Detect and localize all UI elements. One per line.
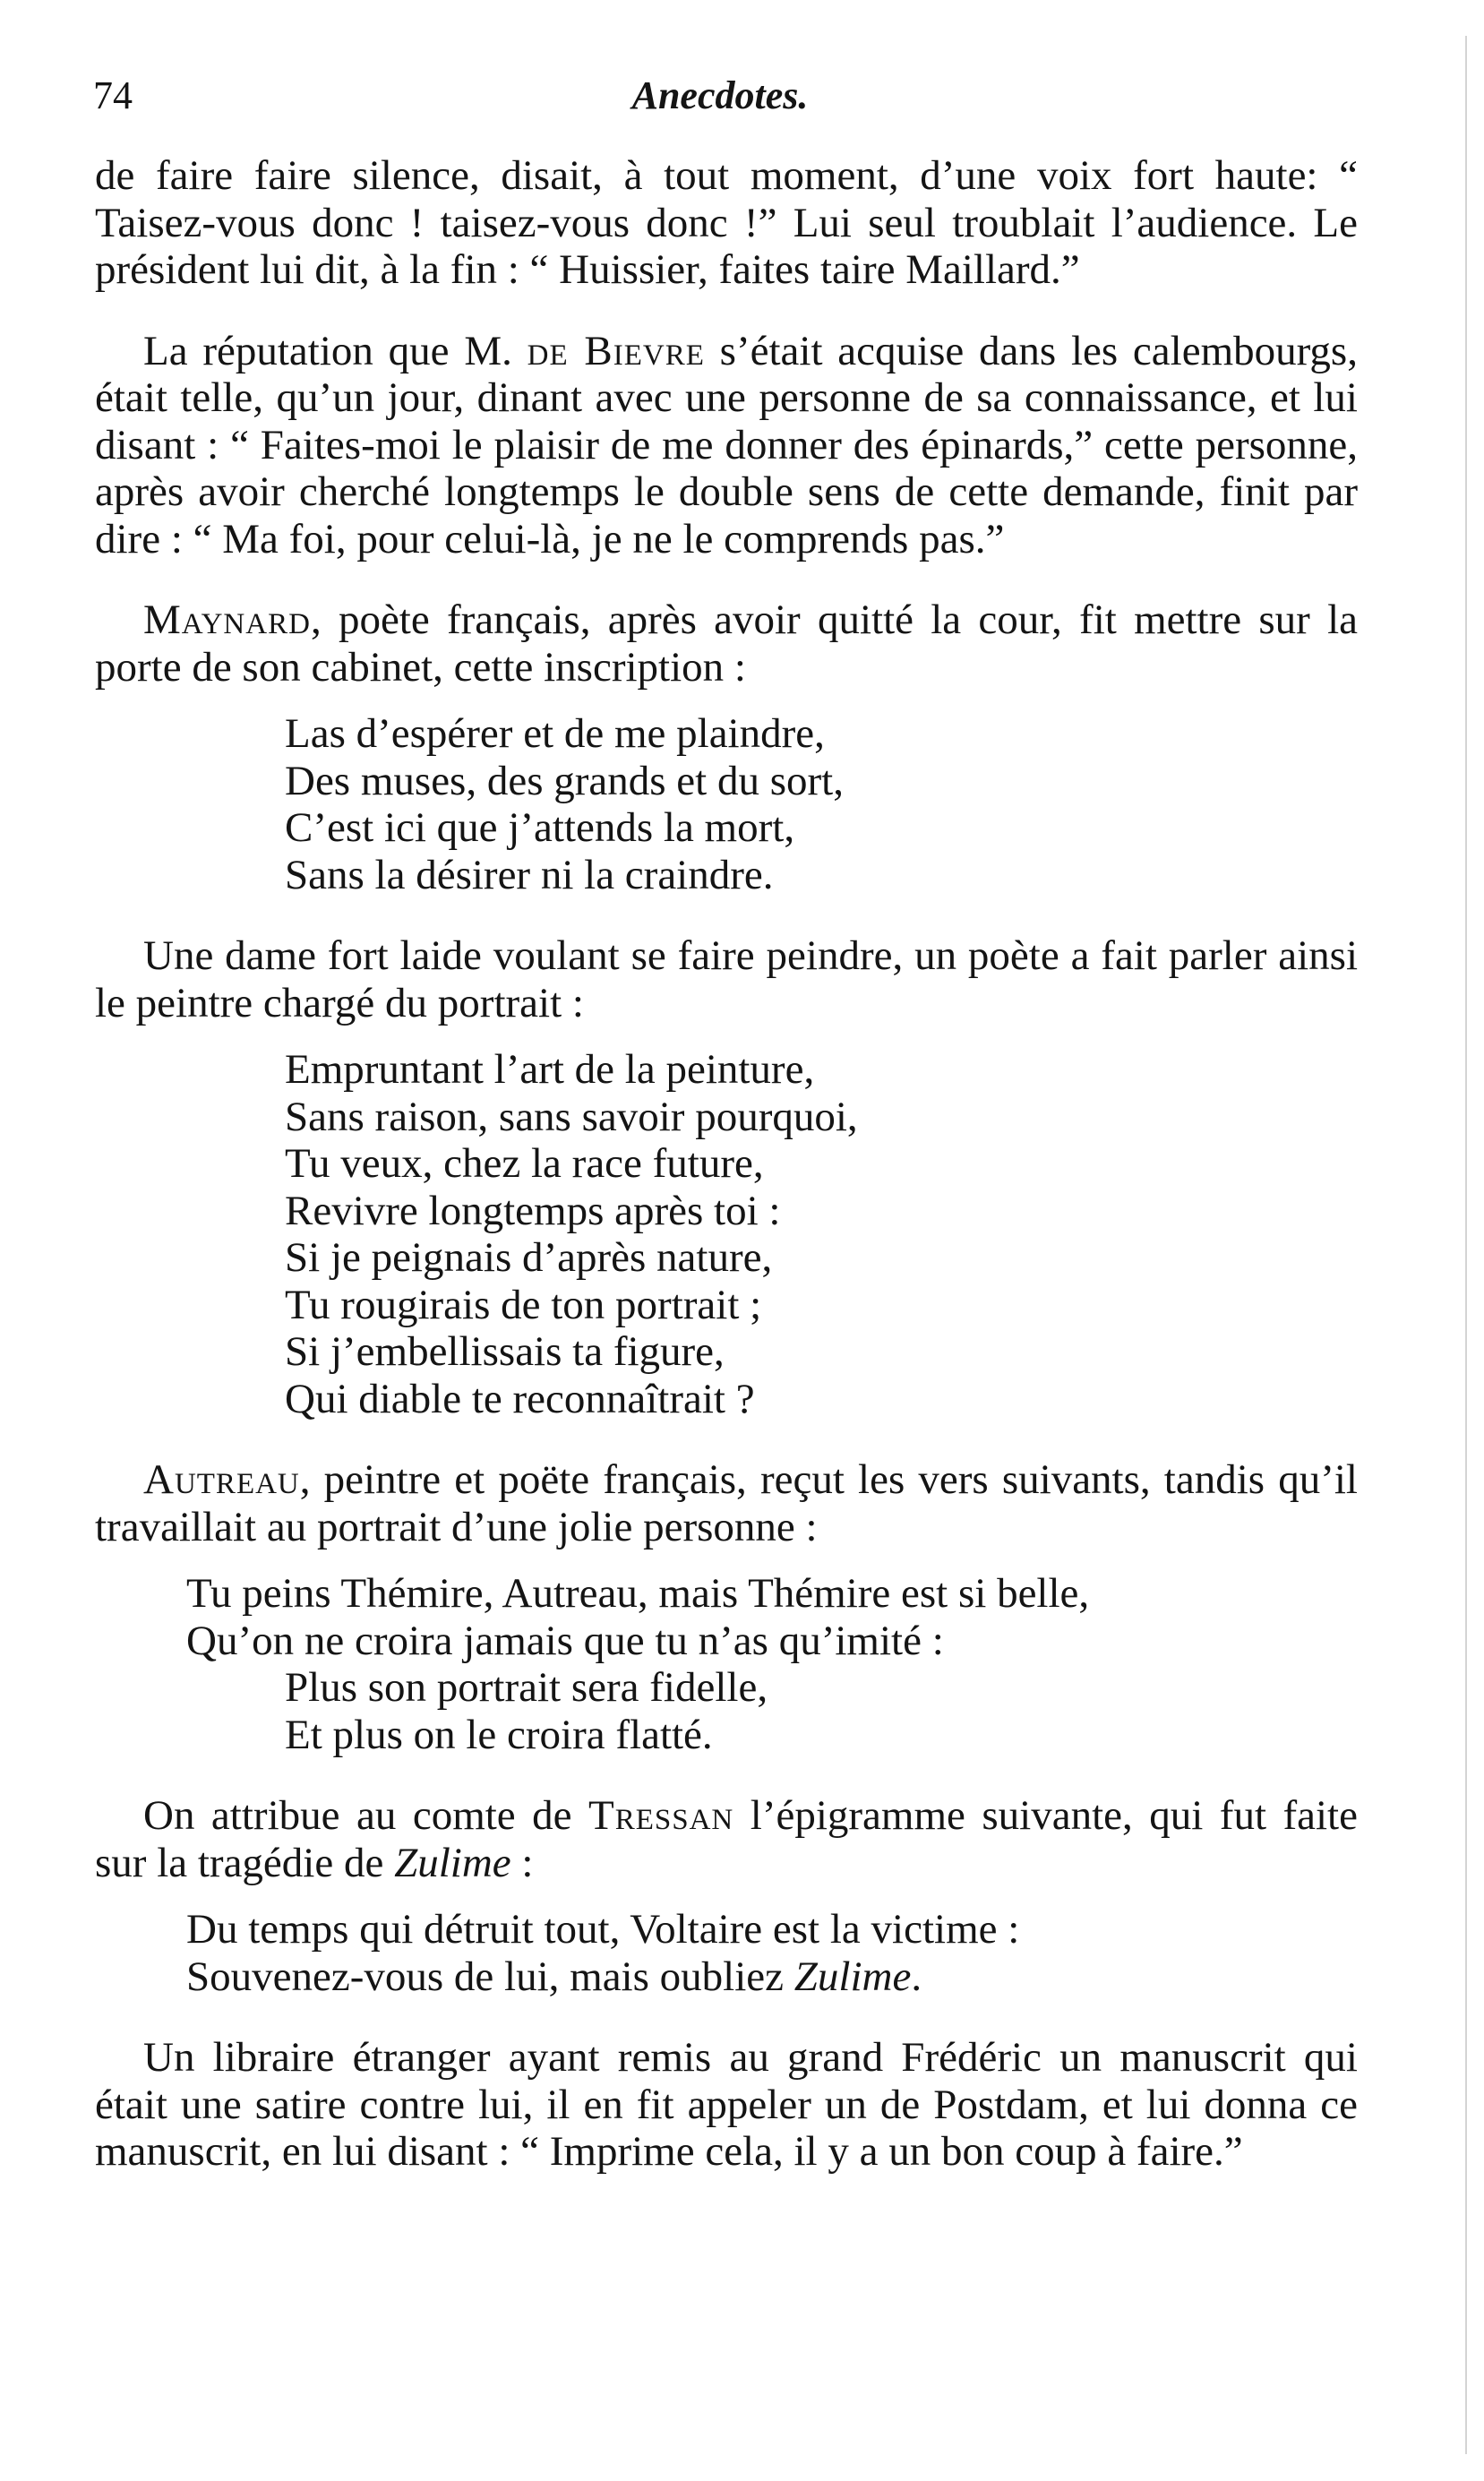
verse-line: C’est ici que j’attends la mort,	[285, 804, 795, 851]
name-de-bievre: de Bievre	[527, 327, 705, 374]
verse-line: Souvenez-vous de lui, mais oubliez Zulime.	[186, 1953, 922, 2000]
name-autreau: Autreau	[143, 1456, 300, 1503]
verse-line: Tu veux, chez la race future,	[285, 1140, 764, 1187]
verse-line: Des muses, des grands et du sort,	[285, 757, 844, 804]
paragraph-dame-laide: Une dame fort laide voulant se faire peindre, un poète a fait parler ainsi le peintre chargé du portrait :	[95, 932, 1358, 1026]
name-tressan: Tressan	[588, 1792, 734, 1839]
verse-line: Tu peins Thémire, Autreau, mais Thémire est si belle,	[186, 1570, 1090, 1617]
verse-line: Revivre longtemps après toi :	[285, 1187, 781, 1234]
verse-line: Tu rougirais de ton portrait ;	[285, 1281, 762, 1328]
name-maynard: Maynard	[143, 597, 311, 643]
verse-line: Sans raison, sans savoir pourquoi,	[285, 1093, 858, 1140]
verse-line: Qui diable te reconnaîtrait ?	[285, 1375, 755, 1422]
verse-maynard	[95, 710, 1358, 898]
paragraph-autreau: Autreau, peintre et poëte français, reçut les vers suivants, tandis qu’il travaillait au portrait d’une jolie personne :	[95, 1456, 1358, 1550]
page-header	[93, 64, 1347, 127]
verse-line: Sans la désirer ni la craindre.	[285, 851, 774, 898]
paragraph-maillard: de faire faire silence, disait, à tout moment, d’une voix fort haute: “ Taisez-vous donc ! taisez-vous donc !” Lui seul troublait l’audience. Le président lui dit, à la fin : “ Huissier, faites taire Maillard.”	[95, 152, 1358, 293]
paragraph-frederic: Un libraire étranger ayant remis au grand Frédéric un manuscrit qui était une satire contre lui, il en fit appeler un de Postdam, et lui donna ce manuscrit, en lui disant : “ Imprime cela, il y a un bon coup à faire.”	[95, 2034, 1358, 2175]
paragraph-bievre: La réputation que M. de Bievre s’était acquise dans les calembourgs, était telle, qu’un jour, dinant avec une personne de sa connaissance, et lui disant : “ Faites-moi le plaisir de me donner des épinards,” cette personne, après avoir cherché longtemps le double sens de cette demande, finit par dire : “ Ma foi, pour celui-là, je ne le comprends pas.”	[95, 327, 1358, 562]
verse-line: Et plus on le croira flatté.	[285, 1711, 713, 1758]
verse-themire	[95, 1570, 1358, 1758]
paragraph-tressan: On attribue au comte de Tressan l’épigramme suivante, qui fut faite sur la tragédie de Zulime :	[95, 1792, 1358, 1886]
verse-line: Si je peignais d’après nature,	[285, 1234, 773, 1281]
verse-peintre	[95, 1046, 1358, 1422]
page-body	[95, 152, 1358, 2176]
verse-line: Du temps qui détruit tout, Voltaire est la victime :	[186, 1906, 1020, 1953]
verse-line: Empruntant l’art de la peinture,	[285, 1046, 815, 1093]
title-zulime: Zulime	[394, 1839, 511, 1886]
running-title: Anecdotes.	[631, 73, 809, 117]
verse-line: Plus son portrait sera fidelle,	[285, 1664, 768, 1711]
verse-line: Si j’embellissais ta figure,	[285, 1328, 725, 1375]
page-edge-line	[1465, 36, 1467, 2454]
verse-line: Qu’on ne croira jamais que tu n’as qu’imité :	[186, 1617, 944, 1664]
verse-zulime	[95, 1906, 1358, 2000]
page-number: 74	[93, 73, 133, 117]
verse-line: Las d’espérer et de me plaindre,	[285, 710, 825, 757]
paragraph-maynard: Maynard, poète français, après avoir quitté la cour, fit mettre sur la porte de son cabinet, cette inscription :	[95, 597, 1358, 691]
